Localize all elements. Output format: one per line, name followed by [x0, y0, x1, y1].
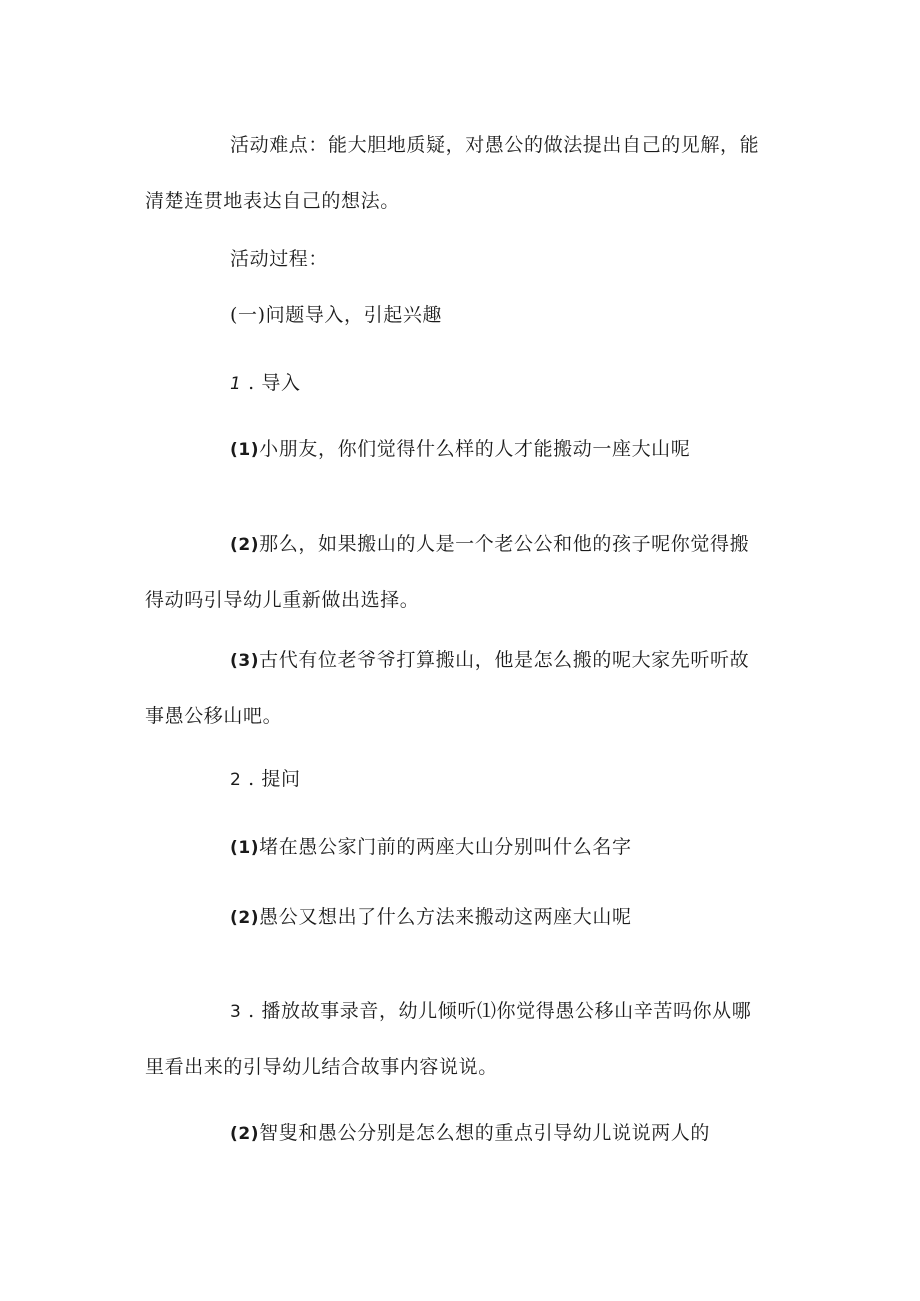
step-3-line-1: [230, 999, 751, 1024]
step-2-heading: [230, 767, 301, 792]
process-heading: [230, 247, 328, 271]
question-2-1: [230, 835, 632, 860]
section-one-title-text: (一)问题导入，引起兴趣: [230, 304, 443, 326]
question-2-2: [230, 905, 632, 930]
question-1-2-text-2: 得动吗引导幼儿重新做出选择。: [145, 589, 420, 611]
question-1-1: [230, 437, 690, 462]
step-2-number: 2: [230, 770, 242, 790]
process-heading-text: 活动过程：: [230, 248, 329, 270]
step-3-text-2: 里看出来的引导幼儿结合故事内容说说。: [145, 1056, 498, 1078]
question-1-2-line-2: [145, 588, 419, 612]
question-1-3-text-2: 事愚公移山吧。: [145, 705, 283, 727]
question-3-2-text: 智叟和愚公分别是怎么想的重点引导幼儿说说两人的: [259, 1122, 710, 1144]
question-1-1-text: 小朋友，你们觉得什么样的人才能搬动一座大山呢: [259, 438, 691, 460]
question-2-2-marker: (2): [230, 908, 260, 928]
question-3-2: [230, 1121, 710, 1146]
step-2-label: . 提问: [248, 768, 301, 790]
difficulty-line-1: [230, 133, 759, 157]
difficulty-text-2: 清楚连贯地表达自己的想法。: [145, 190, 400, 212]
question-1-1-marker: (1): [230, 440, 260, 460]
difficulty-line-2: [145, 189, 400, 213]
question-2-2-text: 愚公又想出了什么方法来搬动这两座大山呢: [259, 906, 632, 928]
step-3-line-2: [145, 1055, 498, 1079]
question-1-3-text-1: 古代有位老爷爷打算搬山，他是怎么搬的呢大家先听听故: [259, 649, 750, 671]
step-1-heading: [230, 371, 301, 396]
question-1-3-line-2: [145, 704, 282, 728]
question-1-2-line-1: [230, 532, 749, 557]
difficulty-text-1: 活动难点：能大胆地质疑，对愚公的做法提出自己的见解，能: [230, 134, 760, 156]
question-2-1-marker: (1): [230, 838, 260, 858]
step-1-label: . 导入: [248, 372, 301, 394]
step-3-text-1: . 播放故事录音，幼儿倾听⑴你觉得愚公移山辛苦吗你从哪: [248, 1000, 752, 1022]
question-2-1-text: 堵在愚公家门前的两座大山分别叫什么名字: [259, 836, 632, 858]
question-3-2-marker: (2): [230, 1124, 260, 1144]
question-1-2-text-1: 那么，如果搬山的人是一个老公公和他的孩子呢你觉得搬: [259, 533, 750, 555]
question-1-2-marker: (2): [230, 535, 260, 555]
question-1-3-marker: (3): [230, 651, 260, 671]
section-one-title: [230, 303, 442, 327]
step-1-number: 1: [230, 374, 242, 394]
question-1-3-line-1: [230, 648, 749, 673]
step-3-number: 3: [230, 1002, 242, 1022]
